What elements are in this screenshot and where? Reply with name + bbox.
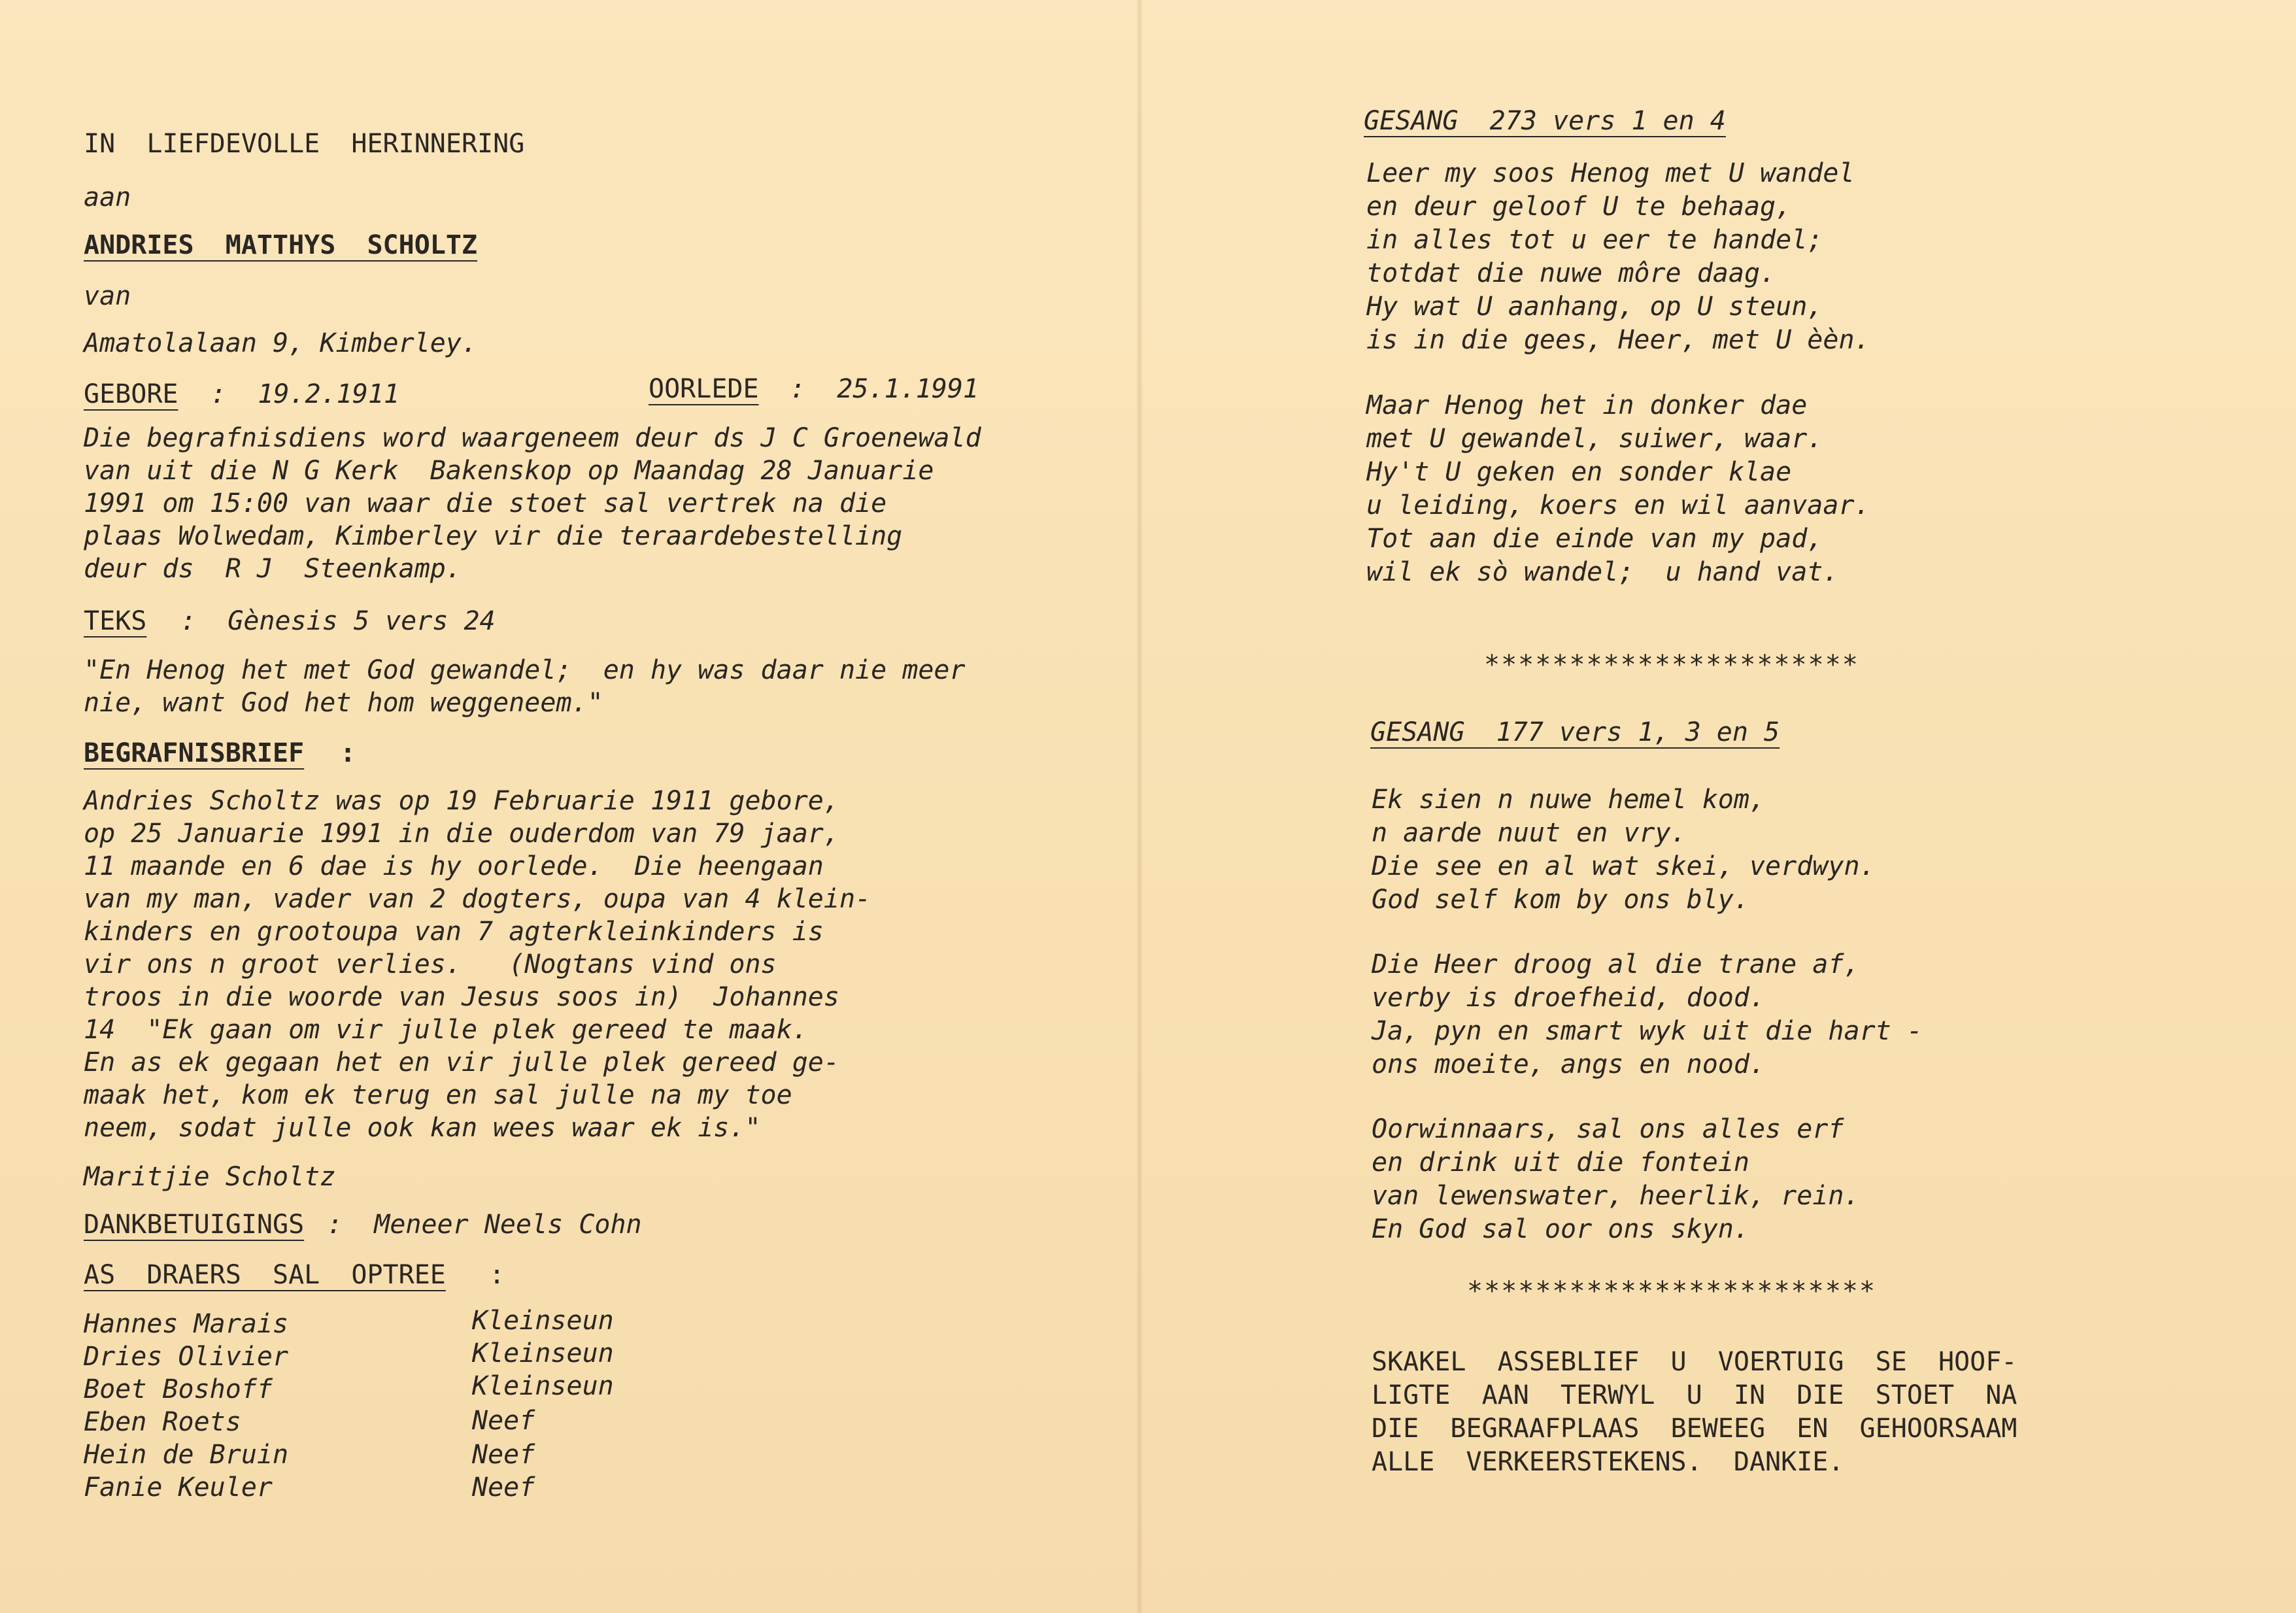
hymn-line: Tot aan die einde van my pad, (1366, 524, 1823, 554)
letter-line: 11 maande en 6 dae is hy oorlede. Die heengaan (84, 851, 824, 881)
bearer-relation: Kleinseun (472, 1306, 614, 1336)
hymn-line: ons moeite, angs en nood. (1372, 1049, 1766, 1079)
dankbetuigings-value: : Meneer Neels Cohn (327, 1210, 642, 1240)
hymn-line: totdat die nuwe môre daag. (1366, 258, 1776, 288)
draers-colon: : (489, 1260, 505, 1290)
van-text: van (84, 281, 131, 311)
letter-line: Andries Scholtz was op 19 Februarie 1911 gebore, (84, 786, 839, 816)
dankbetuigings-label: DANKBETUIGINGS (84, 1210, 305, 1240)
hymn-line: En God sal oor ons skyn. (1372, 1214, 1749, 1244)
hymn-line: van lewenswater, heerlik, rein. (1372, 1181, 1860, 1211)
hymn2-title: GESANG 177 vers 1, 3 en 5 (1370, 717, 1780, 747)
hymn-line: God self kom by ons bly. (1372, 885, 1749, 915)
service-line: 1991 om 15:00 van waar die stoet sal vertrek na die (84, 488, 887, 518)
teks-reference: : Gènesis 5 vers 24 (180, 606, 496, 636)
hymn-line: Maar Henog het in donker dae (1366, 390, 1808, 420)
gebore-date: : 19.2.1911 (211, 379, 399, 409)
hymn-line: met U gewandel, suiwer, waar. (1366, 424, 1823, 454)
bearer-name: Boet Boshoff (84, 1374, 273, 1404)
hymn-line: n aarde nuut en vry. (1372, 818, 1687, 848)
service-line: van uit die N G Kerk Bakenskop op Maandag 28 Januarie (84, 456, 934, 486)
notice-line: ALLE VERKEERSTEKENS. DANKIE. (1372, 1447, 1844, 1477)
draers-label: AS DRAERS SAL OPTREE (84, 1260, 446, 1290)
hymn-line: Oorwinnaars, sal ons alles erf (1372, 1114, 1844, 1144)
bearer-relation: Neef (472, 1472, 535, 1503)
stars-divider: ********************** (1484, 650, 1859, 680)
scripture-quote-line: "En Henog het met God gewandel; en hy was daar nie meer (84, 655, 966, 685)
bearer-name: Fanie Keuler (84, 1472, 273, 1503)
hymn-line: Ja, pyn en smart wyk uit die hart - (1372, 1016, 1923, 1046)
notice-line: SKAKEL ASSEBLIEF U VOERTUIG SE HOOF- (1372, 1347, 2017, 1377)
hymn-line: en deur geloof U te behaag, (1366, 192, 1792, 222)
bearer-relation: Kleinseun (472, 1371, 614, 1401)
hymn-line: u leiding, koers en wil aanvaar. (1366, 490, 1870, 520)
hymn-line: en drink uit die fontein (1372, 1147, 1749, 1178)
hymn-line: Die see en al wat skei, verdwyn. (1372, 851, 1876, 881)
memorial-heading: IN LIEFDEVOLLE HERINNERING (84, 129, 525, 159)
hymn-line: in alles tot u eer te handel; (1366, 225, 1823, 255)
bearer-name: Dries Olivier (84, 1342, 289, 1372)
letter-line: vir ons n groot verlies. (Nogtans vind ons (84, 949, 777, 979)
letter-line: maak het, kom ek terug en sal julle na my toe (84, 1080, 792, 1110)
bearer-relation: Neef (472, 1406, 535, 1436)
bearer-name: Eben Roets (84, 1407, 241, 1437)
scripture-quote-line: nie, want God het hom weggeneem." (84, 688, 603, 718)
hymn-line: Hy wat U aanhang, op U steun, (1366, 292, 1823, 322)
stars-divider: ************************ (1467, 1276, 1876, 1306)
hymn-line: Leer my soos Henog met U wandel (1366, 158, 1855, 188)
hymn-line: verby is droefheid, dood. (1372, 983, 1766, 1013)
bearer-name: Hein de Bruin (84, 1440, 289, 1470)
service-line: plaas Wolwedam, Kimberley vir die teraardebestelling (84, 521, 903, 551)
hymn-line: Hy't U geken en sonder klae (1366, 457, 1792, 487)
letter-line: En as ek gegaan het en vir julle plek gereed ge- (84, 1047, 839, 1078)
hymn-line: wil ek sò wandel; u hand vat. (1366, 557, 1839, 587)
letter-line: kinders en grootoupa van 7 agterkleinkinders is (84, 917, 824, 947)
bearer-relation: Neef (472, 1440, 535, 1470)
service-line: Die begrafnisdiens word waargeneem deur ds J C Groenewald (84, 423, 981, 453)
hymn-line: Ek sien n nuwe hemel kom, (1372, 785, 1766, 815)
teks-label: TEKS (84, 606, 147, 636)
letter-line: op 25 Januarie 1991 in die ouderdom van 79 jaar, (84, 819, 839, 849)
service-line: deur ds R J Steenkamp. (84, 554, 462, 584)
letter-line: 14 "Ek gaan om vir julle plek gereed te maak. (84, 1015, 808, 1045)
hymn-line: is in die gees, Heer, met U èèn. (1366, 325, 1870, 355)
letter-line: van my man, vader van 2 dogters, oupa van 4 klein- (84, 884, 871, 914)
hymn1-title: GESANG 273 vers 1 en 4 (1364, 106, 1726, 136)
oorlede-date: : 25.1.1991 (790, 374, 979, 404)
letter-line: neem, sodat julle ook kan wees waar ek is." (84, 1113, 761, 1143)
bearer-relation: Kleinseun (472, 1338, 614, 1368)
oorlede-label: OORLEDE (649, 374, 759, 404)
signature: Maritjie Scholtz (84, 1162, 336, 1192)
bearer-name: Hannes Marais (84, 1309, 289, 1339)
notice-line: DIE BEGRAAFPLAAS BEWEEG EN GEHOORSAAM (1372, 1414, 2017, 1444)
gebore-label: GEBORE (84, 379, 178, 409)
aan-text: aan (84, 182, 131, 212)
letter-line: troos in die woorde van Jesus soos in) Johannes (84, 982, 839, 1012)
begrafnisbrief-colon: : (340, 738, 356, 768)
hymn-line: Die Heer droog al die trane af, (1372, 949, 1860, 979)
notice-line: LIGTE AAN TERWYL U IN DIE STOET NA (1372, 1380, 2017, 1410)
address: Amatolalaan 9, Kimberley. (84, 328, 478, 358)
begrafnisbrief-label: BEGRAFNISBRIEF (84, 738, 305, 768)
deceased-name: ANDRIES MATTHYS SCHOLTZ (84, 230, 478, 260)
page-fold (1136, 0, 1143, 1613)
